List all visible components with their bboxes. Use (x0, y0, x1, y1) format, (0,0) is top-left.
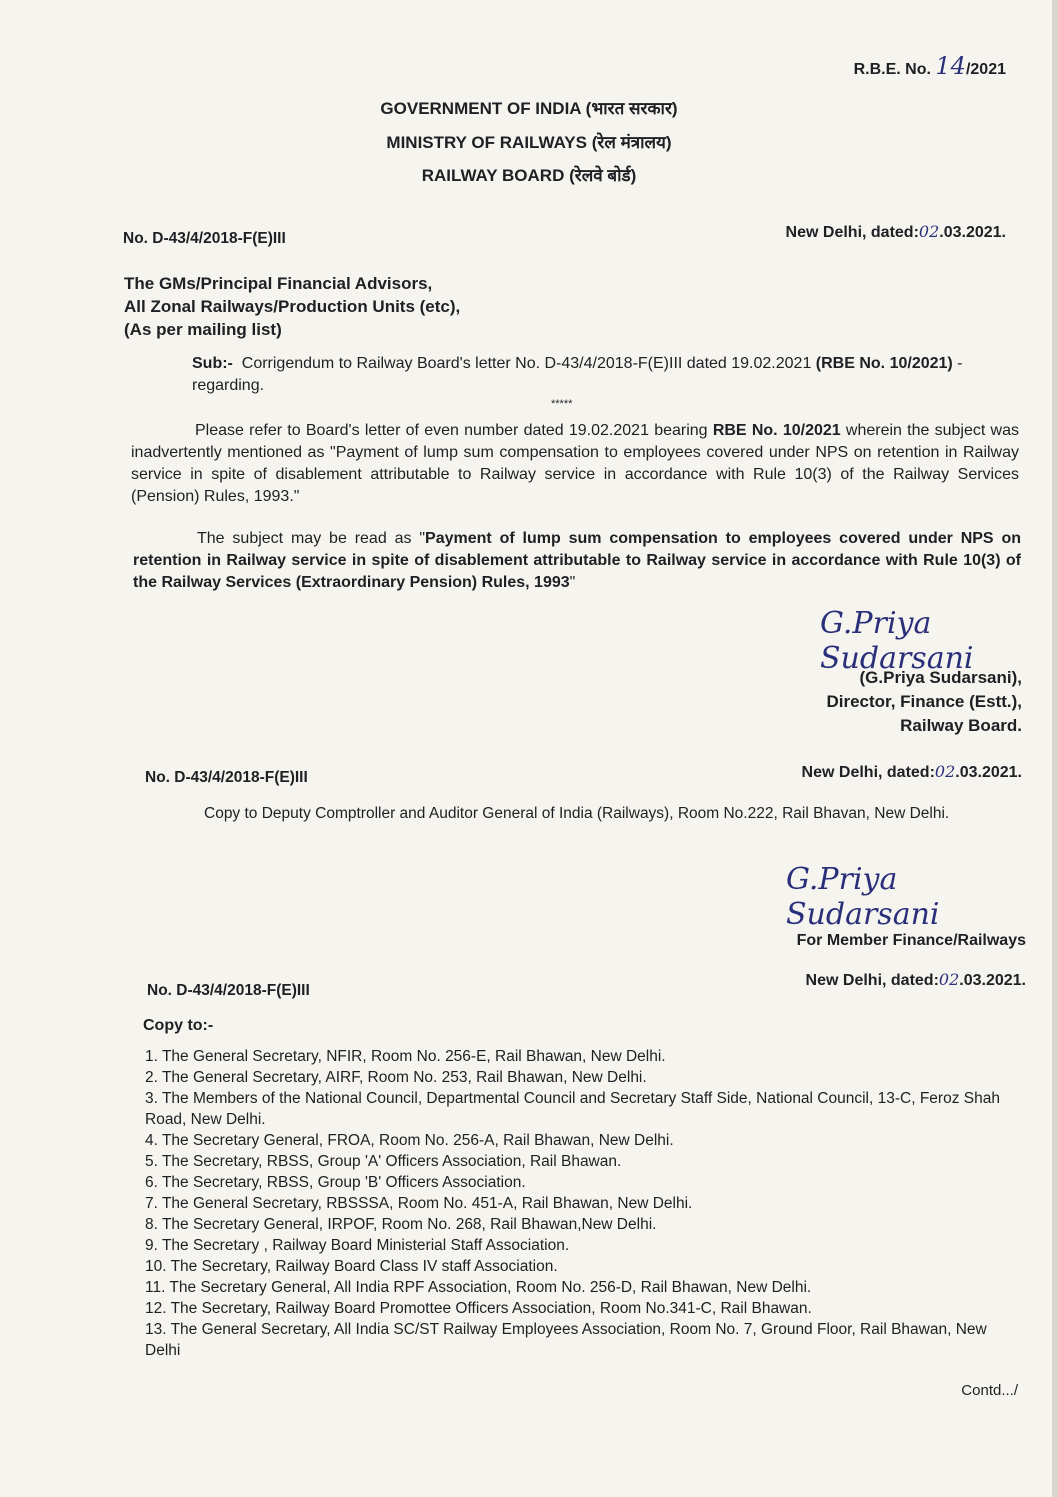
copy2-date (806, 970, 1026, 990)
addressee-line: (As per mailing list) (124, 320, 282, 339)
paragraph-2 (133, 528, 1021, 594)
ministry-heading: MINISTRY OF RAILWAYS (रेल मंत्रालय) (386, 133, 672, 152)
list-item: 13. The General Secretary, All India SC/ST Railway Employees Association, Room No. 7, Ground Floor, Rail Bhawan, New Delhi (145, 1321, 987, 1359)
date-prefix: New Delhi, dated: (801, 764, 935, 781)
copy2-ref-no: No. D-43/4/2018-F(E)III (147, 982, 310, 999)
for-member-finance: For Member Finance/Railways (796, 932, 1026, 949)
para2-corrected-subject: Payment of lump sum compensation to employees covered under NPS on retention in Railway service in spite of disablement attributable to Railway service in accordance with Rule 10(3) of the Railway Services (Extraordinary Pension) Rules, 1993 (133, 530, 1021, 591)
list-item: 12. The Secretary, Railway Board Promottee Officers Association, Room No.341-C, Rail Bhawan. (145, 1300, 812, 1317)
list-item: 8. The Secretary General, IRPOF, Room No. 268, Rail Bhawan,New Delhi. (145, 1216, 657, 1233)
copy1-ref-no: No. D-43/4/2018-F(E)III (145, 769, 308, 786)
date-day: 02 (938, 970, 960, 989)
copy1-text: Copy to Deputy Comptroller and Auditor General of India (Railways), Room No.222, Rail Bhavan, New Delhi. (204, 805, 950, 822)
date-day: 02 (934, 762, 956, 781)
page-edge (1052, 0, 1058, 1497)
signature-1: G.Priya Sudarsani (820, 606, 974, 676)
rbe-number-handwritten: 14 (935, 52, 966, 80)
addressee-line: All Zonal Railways/Production Units (etc), (124, 297, 461, 316)
signer-name: (G.Priya Sudarsani), (859, 668, 1022, 687)
para2-text-a: The subject may be read as " (197, 530, 426, 547)
para2-text-b: " (569, 574, 576, 591)
list-item: 9. The Secretary , Railway Board Ministerial Staff Association. (145, 1237, 570, 1254)
list-item: 1. The General Secretary, NFIR, Room No. 256-E, Rail Bhawan, New Delhi. (145, 1048, 666, 1065)
signer-org: Railway Board. (900, 716, 1022, 735)
list-item: 3. The Members of the National Council, Departmental Council and Secretary Staff Side, National Council, 13-C, Feroz Shah Road, New Delhi. (145, 1090, 1000, 1128)
list-item: 5. The Secretary, RBSS, Group 'A' Officers Association, Rail Bhawan. (145, 1153, 622, 1170)
date-suffix: .03.2021. (955, 764, 1022, 781)
subject-text: Corrigendum to Railway Board's letter No. D-43/4/2018-F(E)III dated 19.02.2021 (241, 355, 812, 372)
list-item: 2. The General Secretary, AIRF, Room No. 253, Rail Bhawan, New Delhi. (145, 1069, 647, 1086)
signature-2: G.Priya Sudarsani (786, 862, 940, 932)
list-item: 10. The Secretary, Railway Board Class IV staff Association. (145, 1258, 558, 1275)
board-heading: RAILWAY BOARD (रेलवे बोर्ड) (421, 166, 637, 185)
date-prefix: New Delhi, dated: (805, 972, 939, 989)
signer-title: Director, Finance (Estt.), (826, 692, 1022, 711)
letter-date (786, 222, 1006, 242)
para1-text-a: Please refer to Board's letter of even number dated 19.02.2021 bearing (195, 422, 713, 439)
paragraph-1 (131, 420, 1019, 508)
signer-block (722, 666, 1022, 738)
continued-marker: Contd.../ (961, 1382, 1018, 1399)
list-item: 7. The General Secretary, RBSSSA, Room No. 451-A, Rail Bhawan, New Delhi. (145, 1195, 693, 1212)
list-item: 6. The Secretary, RBSS, Group 'B' Officers Association. (145, 1174, 526, 1191)
date-day: 02 (918, 222, 940, 241)
date-prefix: New Delhi, dated: (785, 224, 919, 241)
para1-text-b: wherein the subject was inadvertently mentioned as "Payment of lump sum compensation to employees covered under NPS on retention in Railway service in spite of disablement attributable to Railway service in accordance with Rule 10(3) of the Railway Services (Pension) Rules, 1993." (131, 422, 1020, 505)
addressee-line: The GMs/Principal Financial Advisors, (124, 274, 433, 293)
copy-to-label: Copy to:- (143, 1017, 214, 1034)
letter-ref-no: No. D-43/4/2018-F(E)III (123, 230, 286, 247)
addressee-block (124, 272, 460, 341)
subject-rbe-ref: (RBE No. 10/2021) (815, 355, 953, 372)
date-suffix: .03.2021. (959, 972, 1026, 989)
subject-block (192, 353, 1018, 397)
list-item: 4. The Secretary General, FROA, Room No. 256-A, Rail Bhawan, New Delhi. (145, 1132, 674, 1149)
gov-heading: GOVERNMENT OF INDIA (भारत सरकार) (380, 99, 678, 118)
rbe-number (854, 52, 1006, 80)
separator-stars: ***** (551, 398, 573, 410)
list-item: 11. The Secretary General, All India RPF Association, Room No. 256-D, Rail Bhawan, New Delhi. (145, 1279, 812, 1296)
copy1-date (802, 762, 1022, 782)
para1-rbe-ref: RBE No. 10/2021 (712, 422, 841, 439)
rbe-prefix: R.B.E. No. (853, 61, 931, 78)
rbe-year: /2021 (965, 61, 1006, 78)
copy-to-list (145, 1046, 1015, 1361)
date-suffix: .03.2021. (939, 224, 1006, 241)
subject-tail: - regarding. (192, 355, 963, 394)
subject-label: Sub:- (192, 355, 233, 372)
